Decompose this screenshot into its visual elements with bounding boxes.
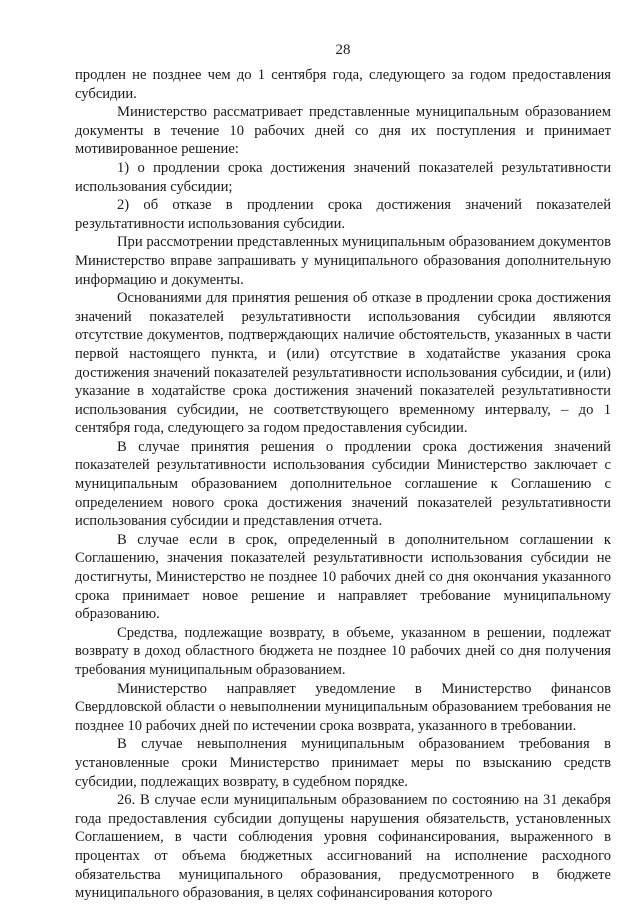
paragraph-request-info: При рассмотрении представленных муниципальным образованием документов Министерство вправе запрашивать у муниципального образования дополнительную информацию и документы. xyxy=(75,234,611,288)
paragraph-court-recovery: В случае невыполнения муниципальным образованием требования в установленные сроки Министерство принимает меры по взысканию средств субсидии, подлежащих возврату, в судебном порядке. xyxy=(75,736,611,790)
paragraph-refund-funds: Средства, подлежащие возврату, в объеме, указанном в решении, подлежат возврату в доход областного бюджета не позднее 10 рабочих дней со дня получения требования муниципальным образованием. xyxy=(75,624,611,678)
paragraph-decision-extend: 1) о продлении срока достижения значений показателей результативности использования субсидии; xyxy=(75,159,611,195)
paragraph-not-achieved: В случае если в срок, определенный в дополнительном соглашении к Соглашению, значения показателей результативности использования субсидии не достигнуты, Министерство не позднее 10 рабочих дней со дня окончания указанного срока принимает новое решение и направляет требование муниципальному образованию. xyxy=(75,531,611,623)
document-page xyxy=(75,40,611,903)
paragraph-item-26: 26. В случае если муниципальным образованием по состоянию на 31 декабря года предоставления субсидии допущены нарушения обязательств, установленных Соглашением, в части соблюдения уровня софинансирования, выраженного в процентах от объема бюджетных ассигнований на исполнение расходного обязательства муниципального образования, предусмотренного в бюджете муниципального образования, в целях софинансирования которого xyxy=(75,792,611,902)
paragraph-continuation: продлен не позднее чем до 1 сентября года, следующего за годом предоставления субсидии. xyxy=(75,67,611,102)
paragraph-notify-finance: Министерство направляет уведомление в Министерство финансов Свердловской области о невыполнении муниципальным образованием требования не позднее 10 рабочих дней по истечении срока возврата, указанного в требовании. xyxy=(75,680,611,734)
paragraph-decision-refuse: 2) об отказе в продлении срока достижения значений показателей результативности использования субсидии. xyxy=(75,197,611,232)
paragraph-extension-agreement: В случае принятия решения о продлении срока достижения значений показателей результативности использования субсидии Министерство заключает с муниципальным образованием дополнительное соглашение к Соглашению с определением нового срока достижения значений показателей результативности использования субсидии и представления отчета. xyxy=(75,438,611,530)
page-number: 28 xyxy=(335,42,351,58)
paragraph-ministry-reviews: Министерство рассматривает представленные муниципальным образованием документы в течение 10 рабочих дней со дня их поступления и принимает мотивированное решение: xyxy=(75,104,611,158)
paragraph-refusal-grounds: Основаниями для принятия решения об отказе в продлении срока достижения значений показателей результативности использования субсидии являются отсутствие документов, подтверждающих наличие обстоятельств, указанных в части первой настоящего пункта, и (или) отсутствие в ходатайстве указания срока достижения значений показателей результативности использования субсидии, и (или) указание в ходатайстве срока достижения значений показателей результативности использования субсидии, не соответствующего временному интервалу, – до 1 сентября года, следующего за годом предоставления субсидии. xyxy=(75,290,611,437)
